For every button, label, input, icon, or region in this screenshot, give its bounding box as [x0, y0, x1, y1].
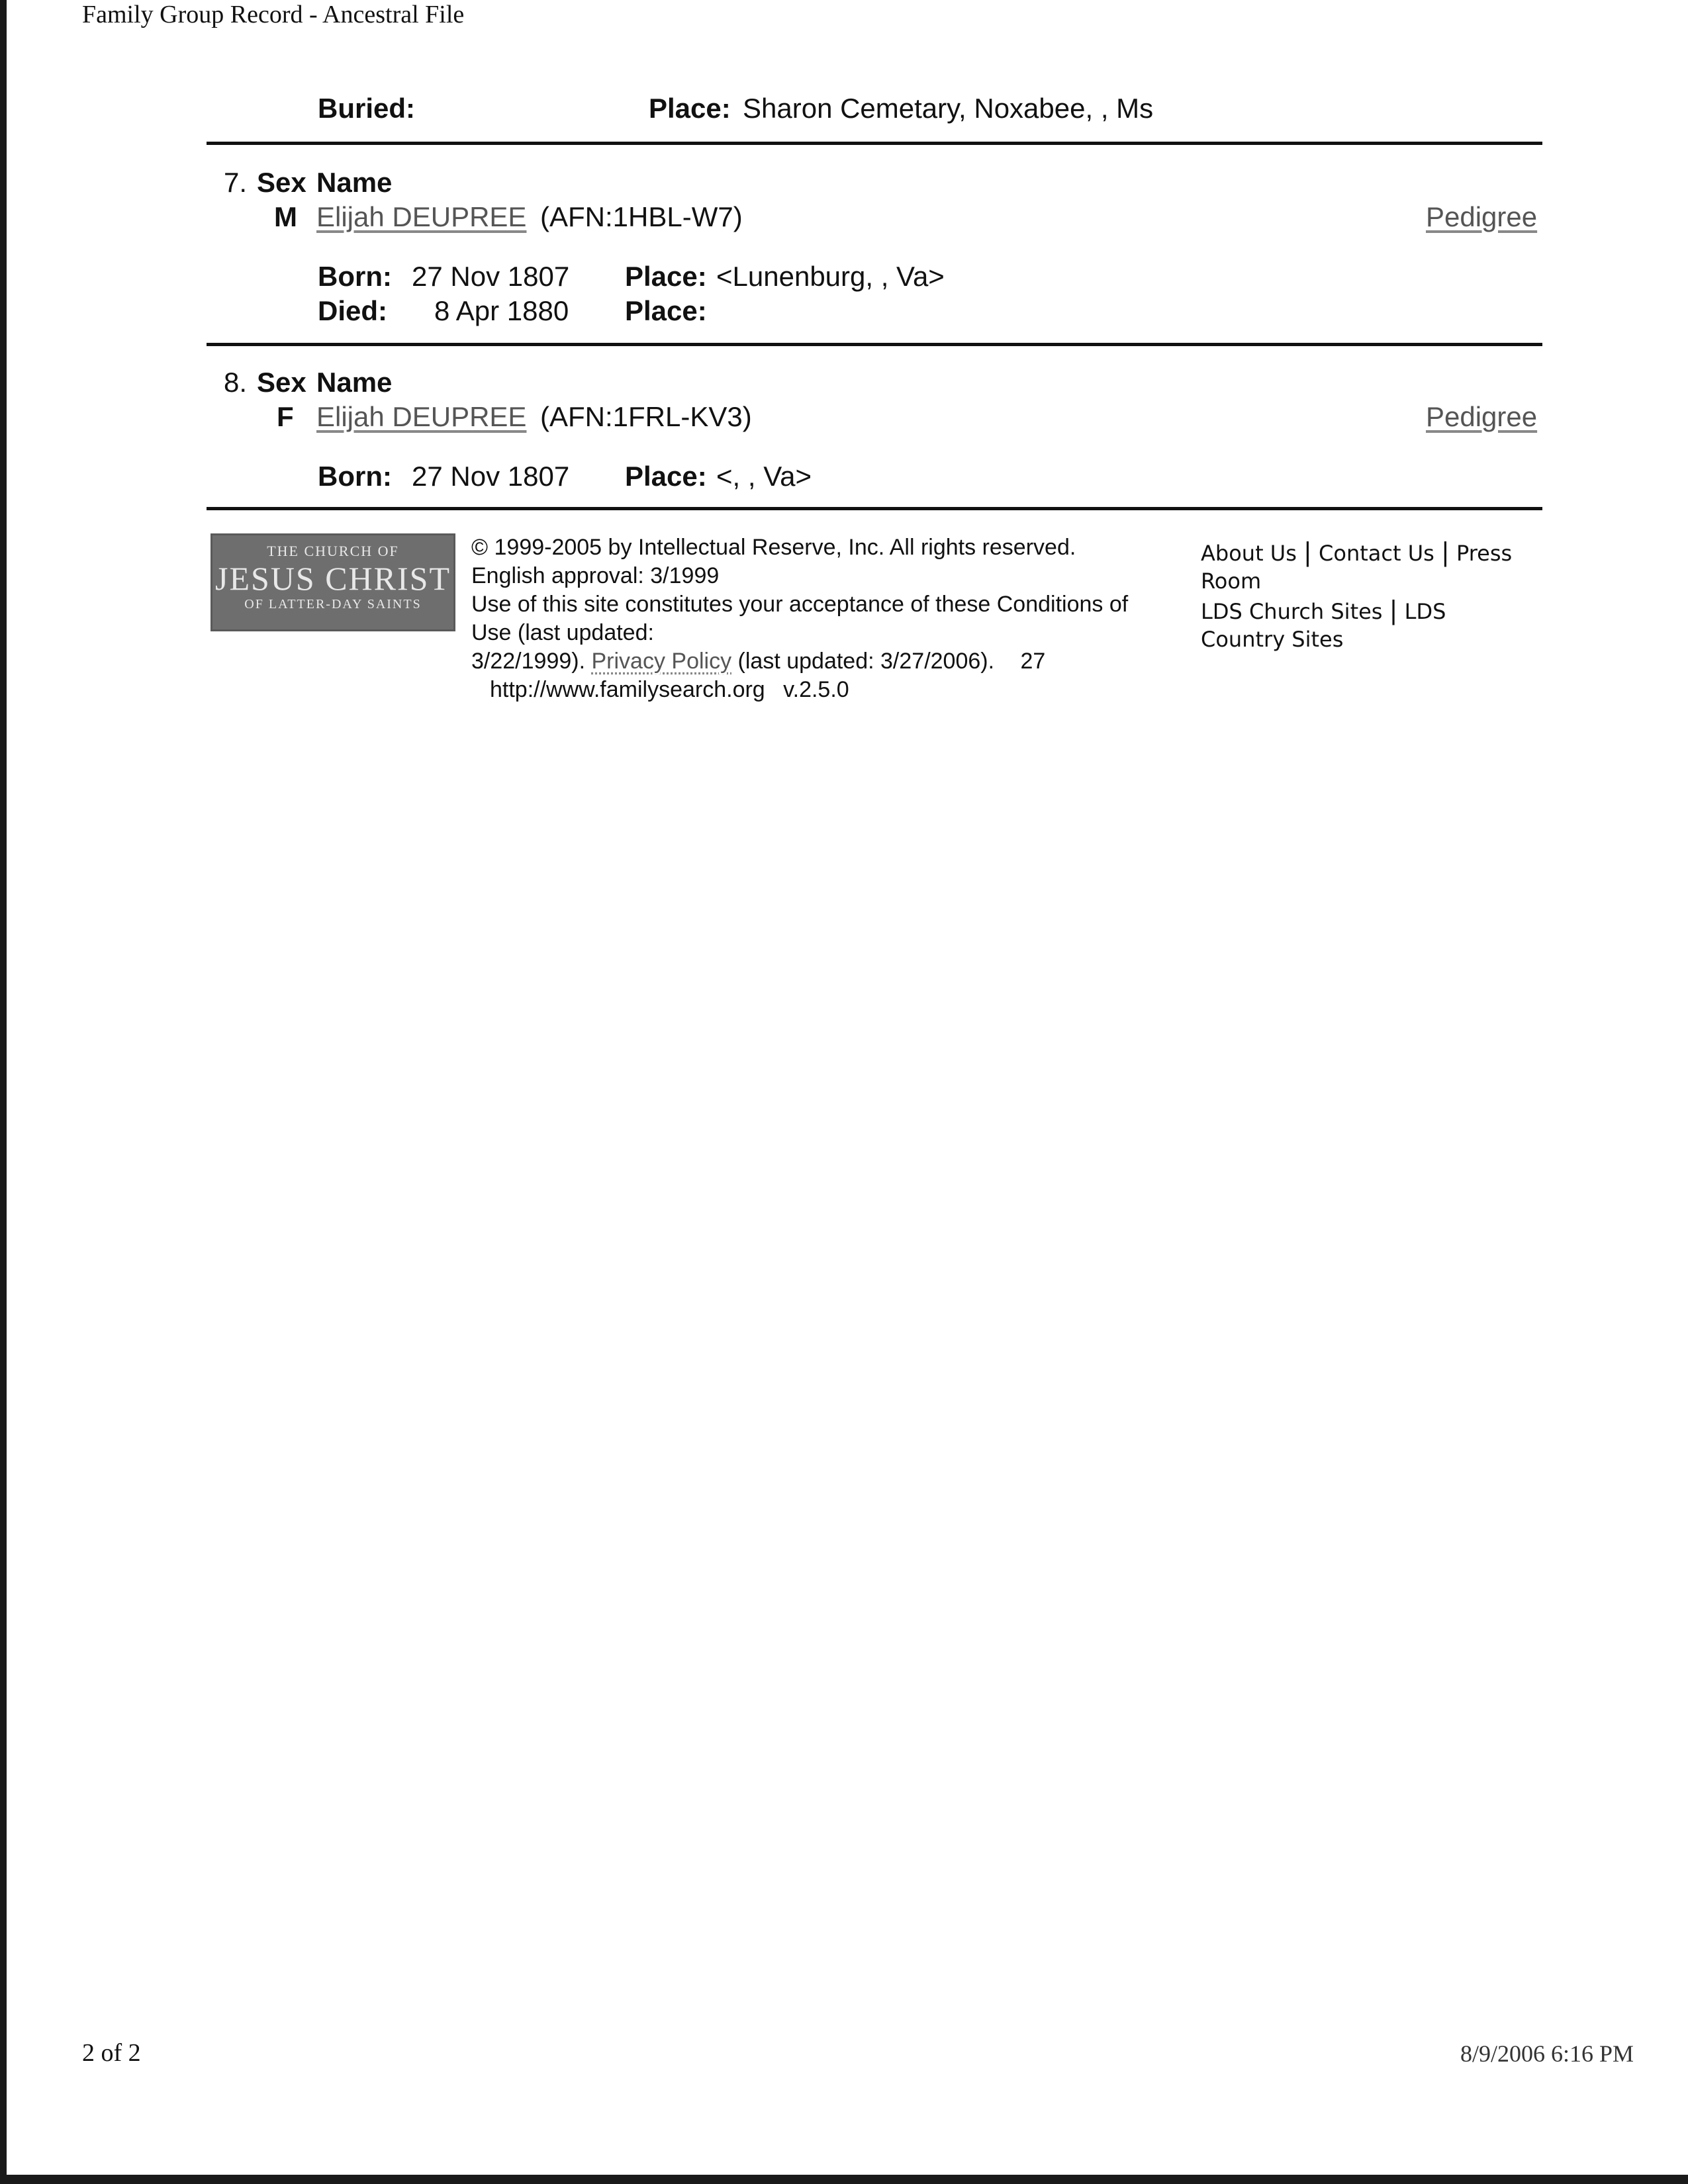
entry-7-name-header: Name: [316, 167, 393, 198]
divider-3: [207, 507, 1542, 510]
footer-conditions-line-1: Use of this site constitutes your acceptance of these Conditions of: [471, 592, 1129, 617]
entry-8-born-place: <, , Va>: [716, 461, 812, 492]
entry-number-7: 7.: [224, 167, 248, 198]
entry-7-name-link[interactable]: Elijah DEUPREE: [316, 201, 527, 232]
entry-8-born-date: 27 Nov 1807: [412, 461, 570, 492]
entry-8-pedigree-link[interactable]: Pedigree: [1426, 401, 1538, 432]
footer-version: v.2.5.0: [783, 677, 849, 702]
entry-8-name-header: Name: [316, 367, 393, 398]
scan-edge-bottom: [0, 2175, 1688, 2184]
entry-7-born-place-label: Place:: [625, 261, 707, 292]
entry-8-born-label: Born:: [318, 461, 392, 492]
entry-7-born-place: <Lunenburg, , Va>: [716, 261, 945, 292]
link-separator: |: [1440, 537, 1450, 567]
footer-url-line: [490, 676, 849, 704]
footer-copyright: © 1999-2005 by Intellectual Reserve, Inc. All rights reserved.: [471, 535, 1076, 560]
scan-edge-left: [0, 0, 7, 2184]
lds-church-logo[interactable]: [211, 533, 455, 631]
entry-8-sex: F: [277, 401, 294, 432]
entry-7-born-label: Born:: [318, 261, 392, 292]
lds-church-sites-link[interactable]: LDS Church Sites: [1201, 599, 1383, 624]
about-us-link[interactable]: About Us: [1201, 541, 1297, 566]
lds-country-sites-link-part-2[interactable]: Country Sites: [1201, 627, 1344, 652]
lds-country-sites-link-part-1[interactable]: LDS: [1404, 599, 1446, 624]
entry-7-died-label: Died:: [318, 295, 387, 326]
press-room-link-part-1[interactable]: Press: [1456, 541, 1513, 566]
divider-2: [207, 343, 1542, 346]
entry-8-born-place-label: Place:: [625, 461, 707, 492]
press-room-link-part-2[interactable]: Room: [1201, 569, 1262, 594]
entry-7-died-place-label: Place:: [625, 295, 707, 326]
entry-8-afn: (AFN:1FRL-KV3): [540, 401, 752, 432]
logo-line-2: JESUS CHRIST: [214, 560, 451, 597]
divider-1: [207, 142, 1542, 145]
logo-line-1: THE CHURCH OF: [267, 543, 399, 559]
entry-7-pedigree-link[interactable]: Pedigree: [1426, 201, 1538, 232]
footer-page-number: 27: [1020, 649, 1046, 674]
contact-us-link[interactable]: Contact Us: [1319, 541, 1434, 566]
entry-number-8: 8.: [224, 367, 248, 398]
footer-links-line-3: [1201, 596, 1446, 626]
entry-7-sex: M: [274, 201, 297, 232]
entry-7-sex-header: Sex: [257, 167, 306, 198]
footer-conditions-date: 3/22/1999).: [471, 649, 586, 674]
entry-8-sex-header: Sex: [257, 367, 306, 398]
footer-conditions-line-3: [471, 647, 1045, 676]
footer-approval: English approval: 3/1999: [471, 563, 720, 588]
entry-8-name-link[interactable]: Elijah DEUPREE: [316, 401, 527, 432]
print-header: Family Group Record - Ancestral File: [82, 1, 465, 28]
entry-7-afn: (AFN:1HBL-W7): [540, 201, 743, 232]
footer-url: http://www.familysearch.org: [490, 677, 765, 702]
footer-privacy-date: (last updated: 3/27/2006).: [737, 649, 995, 674]
footer-links-line-1: [1201, 537, 1512, 568]
privacy-policy-link[interactable]: Privacy Policy: [591, 649, 732, 674]
entry-7-died-date: 8 Apr 1880: [434, 295, 569, 326]
buried-label: Buried:: [318, 93, 415, 124]
link-separator: |: [1303, 537, 1312, 567]
link-separator: |: [1389, 596, 1398, 625]
buried-place-label: Place:: [649, 93, 731, 124]
entry-7-born-date: 27 Nov 1807: [412, 261, 570, 292]
buried-place-value: Sharon Cemetary, Noxabee, , Ms: [743, 93, 1154, 124]
print-page-count: 2 of 2: [82, 2039, 141, 2067]
logo-line-3: OF LATTER-DAY SAINTS: [244, 597, 422, 612]
footer-conditions-line-2: Use (last updated:: [471, 620, 654, 645]
print-timestamp: 8/9/2006 6:16 PM: [1460, 2040, 1634, 2067]
